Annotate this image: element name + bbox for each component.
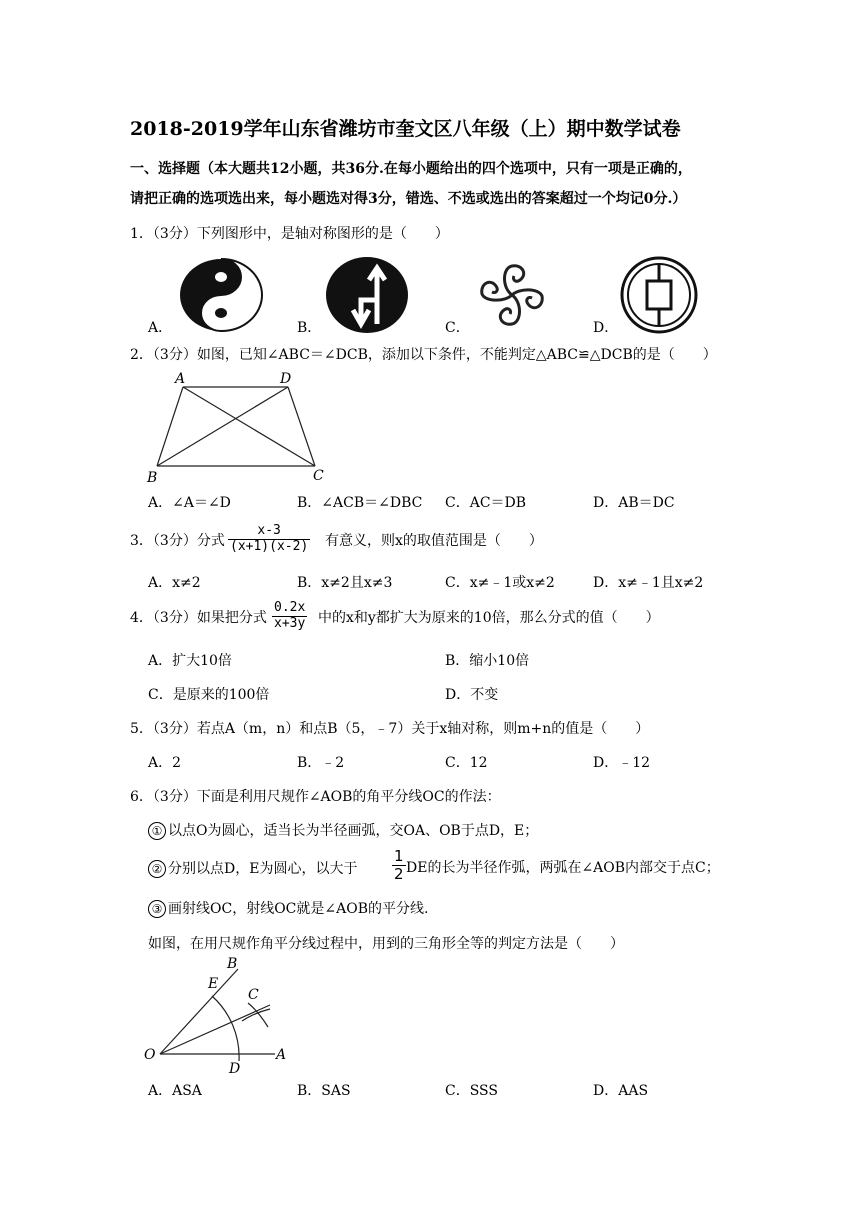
q2-label-a: A — [175, 371, 186, 387]
q2-option-c[interactable]: C．AC＝DB — [445, 495, 527, 511]
q3-option-d[interactable]: D．x≠﹣1且x≠2 — [593, 575, 704, 591]
q6-step3-marker: ③ — [148, 900, 166, 918]
q3-stem-pre: 3．（3分）分式 — [130, 533, 225, 549]
q5-option-a[interactable]: A．2 — [148, 755, 182, 771]
q5-stem: 5．（3分）若点A（m，n）和点B（5，﹣7）关于x轴对称，则m+n的值是（ ） — [130, 721, 650, 737]
q1-option-b[interactable]: B． — [297, 320, 322, 336]
q6-step1-text: 以点O为圆心，适当长为半径画弧，交OA、OB于点D，E； — [168, 823, 539, 839]
q6-step1-marker: ① — [148, 822, 166, 840]
q4-option-c[interactable]: C．是原来的100倍 — [148, 687, 270, 703]
q3-option-c[interactable]: C．x≠﹣1或x≠2 — [445, 575, 555, 591]
q6-label-d: D — [229, 1061, 241, 1077]
q1-option-a[interactable]: A． — [148, 320, 173, 336]
q4-stem-post: 中的x和y都扩大为原来的10倍，那么分式的值（ ） — [318, 610, 660, 626]
q6-step2 — [148, 860, 357, 878]
q6-option-c[interactable]: C．SSS — [445, 1083, 498, 1099]
q1-stem: 1．（3分）下列图形中，是轴对称图形的是（ ） — [130, 226, 449, 242]
q6-step2-marker: ② — [148, 860, 166, 878]
q6-step3 — [148, 900, 428, 918]
q3-fraction — [228, 524, 310, 555]
q3-fraction-numerator: x-3 — [228, 524, 310, 540]
q5-option-b[interactable]: B．﹣2 — [297, 755, 345, 771]
q4-fraction-denominator: x+3y — [274, 615, 306, 631]
q6-half-numerator: 1 — [394, 847, 404, 865]
q6-angle-bisector-figure — [140, 955, 300, 1080]
q6-label-a: A — [276, 1047, 287, 1063]
q2-label-b: B — [147, 470, 158, 486]
q2-triangle-figure — [145, 370, 335, 485]
q2-option-d[interactable]: D．AB＝DC — [593, 495, 675, 511]
q6-half-fraction — [392, 848, 406, 884]
q1-option-c[interactable]: C． — [445, 320, 470, 336]
q6-step2-post: DE的长为半径作弧，两弧在∠AOB内部交于点C； — [406, 860, 720, 876]
q3-fraction-denominator: (x+1)(x-2) — [230, 538, 309, 554]
q6-option-a[interactable]: A．ASA — [148, 1083, 202, 1099]
q4-option-d[interactable]: D．不变 — [445, 687, 499, 703]
q6-question: 如图，在用尺规作角平分线过程中，用到的三角形全等的判定方法是（ ） — [148, 936, 624, 952]
yin-yang-icon — [178, 257, 264, 333]
q6-half-denominator: 2 — [394, 865, 404, 884]
q6-step2-pre: 分别以点D，E为圆心，以大于 — [168, 861, 358, 877]
q2-label-c: C — [313, 468, 324, 484]
knot-pattern-icon — [472, 258, 552, 332]
q6-option-b[interactable]: B．SAS — [297, 1083, 351, 1099]
q5-option-d[interactable]: D．﹣12 — [593, 755, 651, 771]
q6-step1 — [148, 822, 538, 840]
q6-label-e: E — [208, 976, 219, 992]
q6-option-d[interactable]: D．AAS — [593, 1083, 649, 1099]
q2-option-b[interactable]: B．∠ACB＝∠DBC — [297, 495, 423, 511]
q3-option-a[interactable]: A．x≠2 — [148, 575, 201, 591]
road-sign-icon — [325, 256, 409, 334]
q6-step3-text: 画射线OC，射线OC就是∠AOB的平分线. — [168, 901, 429, 917]
q3-option-b[interactable]: B．x≠2且x≠3 — [297, 575, 393, 591]
q2-stem: 2．（3分）如图，已知∠ABC＝∠DCB，添加以下条件，不能判定△ABC≌△DCB的是（ ） — [130, 347, 717, 363]
ancient-coin-icon — [620, 256, 698, 334]
q6-label-c: C — [248, 987, 259, 1003]
q2-label-d: D — [280, 371, 292, 387]
q3-stem-post: 有意义，则x的取值范围是（ ） — [325, 533, 543, 549]
q5-option-c[interactable]: C．12 — [445, 755, 488, 771]
section-header-line1: 一、选择题（本大题共12小题，共36分.在每小题给出的四个选项中，只有一项是正确的， — [130, 161, 692, 177]
q4-option-a[interactable]: A．扩大10倍 — [148, 653, 232, 669]
section-header-line2: 请把正确的选项选出来，每小题选对得3分，错选、不选或选出的答案超过一个均记0分.） — [130, 191, 687, 207]
page-title: 2018-2019学年山东省潍坊市奎文区八年级（上）期中数学试卷 — [130, 118, 681, 140]
q2-option-a[interactable]: A．∠A＝∠D — [148, 495, 231, 511]
q4-stem-pre: 4．（3分）如果把分式 — [130, 610, 267, 626]
q4-option-b[interactable]: B．缩小10倍 — [445, 653, 530, 669]
q1-option-d[interactable]: D． — [593, 320, 619, 336]
q4-fraction-numerator: 0.2x — [274, 600, 306, 615]
q6-label-b: B — [227, 956, 238, 972]
q4-fraction — [272, 601, 307, 632]
q6-label-o: O — [144, 1047, 156, 1063]
q6-stem: 6．（3分）下面是利用尺规作∠AOB的角平分线OC的作法： — [130, 789, 501, 805]
